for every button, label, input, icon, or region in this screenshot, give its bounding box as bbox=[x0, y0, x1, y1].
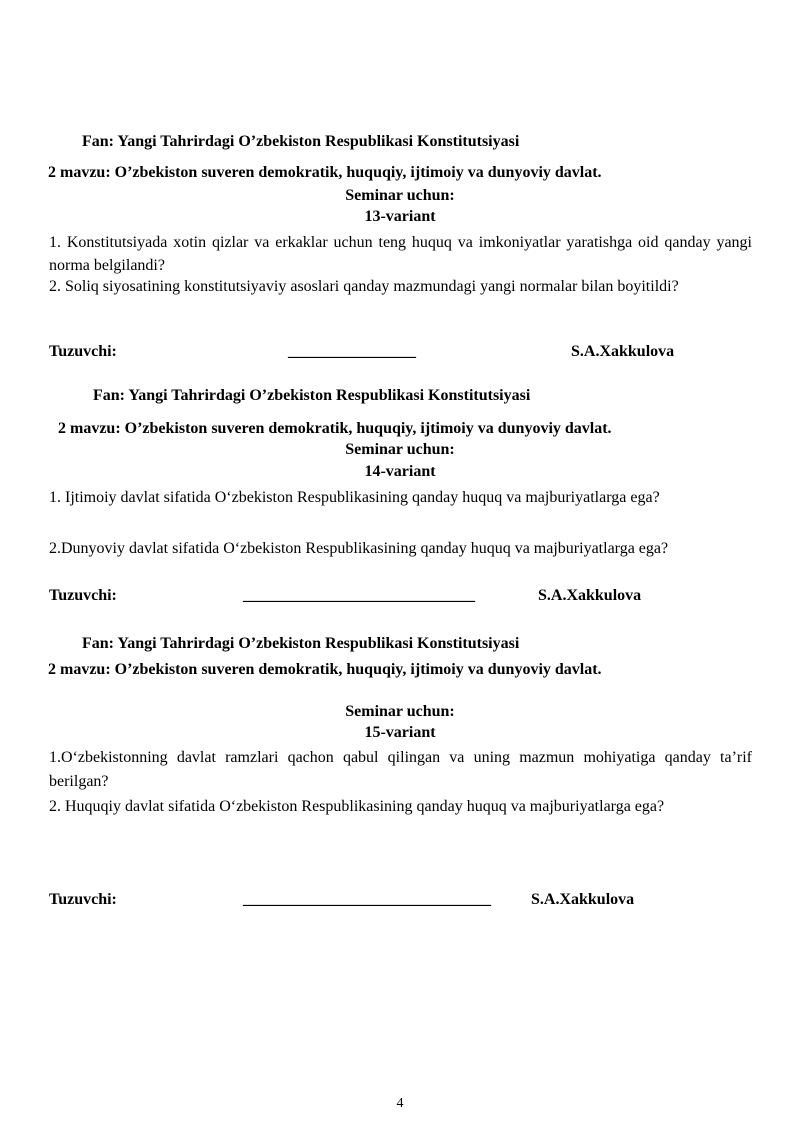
subject-heading: Fan: Yangi Tahrirdagi O’zbekiston Respublikasi Konstitutsiyasi bbox=[82, 133, 520, 150]
question-1: 1. Konstitutsiyada xotin qizlar va erkaklar uchun teng huquq va imkoniyatlar yaratishga oid qanday yangi norma belgilandi? bbox=[49, 234, 752, 274]
question-1: 1.O‘zbekistonning davlat ramzlari qachon qabul qilingan va uning mazmun mohiyatiga qanday ta’rif berilgan? bbox=[49, 749, 752, 790]
seminar-heading: Seminar uchun: bbox=[345, 441, 455, 458]
author-label: Tuzuvchi: bbox=[49, 587, 117, 604]
author-name: S.A.Xakkulova bbox=[531, 891, 635, 908]
seminar-heading: Seminar uchun: bbox=[345, 703, 455, 720]
signature-line: _______________________________ bbox=[243, 891, 491, 908]
signature-line: ________________ bbox=[288, 343, 416, 360]
subject-heading: Fan: Yangi Tahrirdagi O’zbekiston Respublikasi Konstitutsiyasi bbox=[93, 387, 531, 404]
variant-title: 13-variant bbox=[364, 208, 436, 225]
author-label: Tuzuvchi: bbox=[49, 343, 117, 360]
subject-heading: Fan: Yangi Tahrirdagi O’zbekiston Respublikasi Konstitutsiyasi bbox=[82, 635, 520, 652]
topic-heading: 2 mavzu: O’zbekiston suveren demokratik, huquqiy, ijtimoiy va dunyoviy davlat. bbox=[48, 164, 602, 181]
author-label: Tuzuvchi: bbox=[49, 891, 117, 908]
seminar-heading: Seminar uchun: bbox=[345, 187, 455, 204]
question-2: 2. Huquqiy davlat sifatida O‘zbekiston Respublikasining qanday huquq va majburiyatlarga ega? bbox=[49, 798, 665, 815]
author-name: S.A.Xakkulova bbox=[571, 343, 675, 360]
question-1: 1. Ijtimoiy davlat sifatida O‘zbekiston Respublikasining qanday huquq va majburiyatlarga ega? bbox=[49, 489, 660, 506]
author-name: S.A.Xakkulova bbox=[538, 587, 642, 604]
variant-title: 15-variant bbox=[364, 724, 436, 741]
question-2: 2.Dunyoviy davlat sifatida O‘zbekiston Respublikasining qanday huquq va majburiyatlarga ega? bbox=[49, 540, 669, 557]
topic-heading: 2 mavzu: O’zbekiston suveren demokratik, huquqiy, ijtimoiy va dunyoviy davlat. bbox=[58, 420, 612, 437]
page-number: 4 bbox=[396, 1096, 404, 1111]
question-2: 2. Soliq siyosatining konstitutsiyaviy asoslari qanday mazmundagi yangi normalar bilan boyitildi? bbox=[49, 278, 679, 295]
signature-line: _____________________________ bbox=[243, 587, 475, 604]
variant-title: 14-variant bbox=[364, 463, 436, 480]
topic-heading: 2 mavzu: O’zbekiston suveren demokratik, huquqiy, ijtimoiy va dunyoviy davlat. bbox=[48, 661, 602, 678]
